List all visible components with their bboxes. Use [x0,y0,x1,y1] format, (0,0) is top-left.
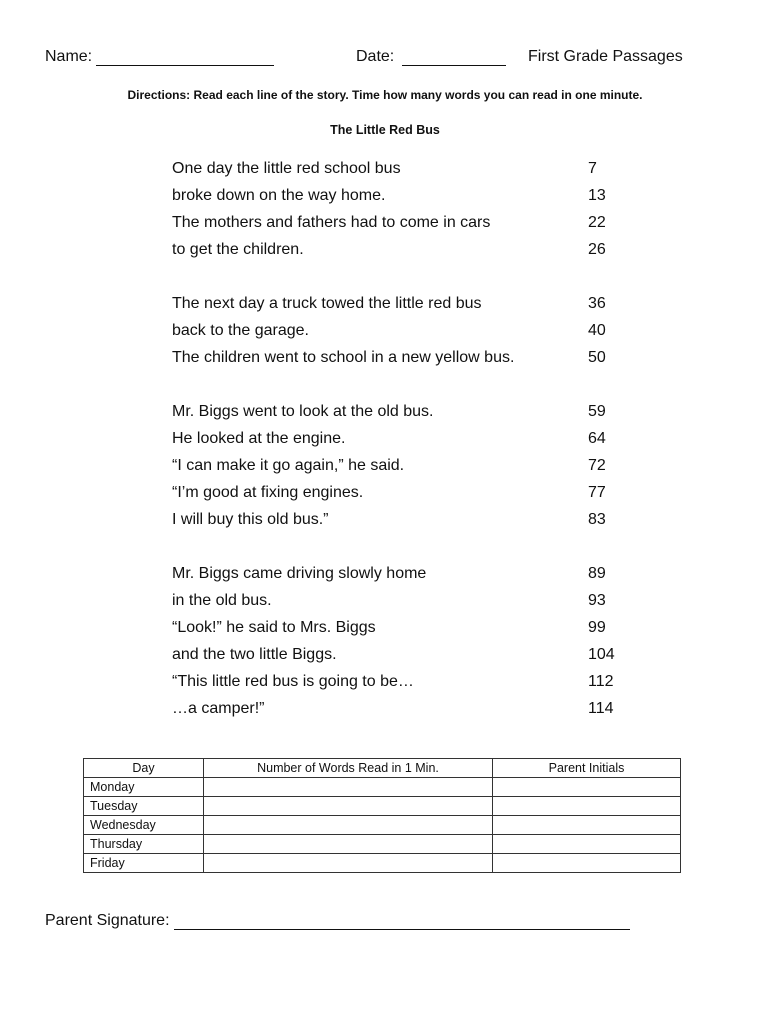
cumulative-word-count: 22 [588,214,606,231]
signature-label: Parent Signature: [45,912,170,929]
passage-line [172,614,632,641]
passage-line [172,479,632,506]
cumulative-word-count: 13 [588,187,606,204]
passage-line [172,398,632,425]
cumulative-word-count: 99 [588,619,606,636]
passage-line-text: “I can make it go again,” he said. [172,457,405,474]
parent-initials-cell[interactable] [493,835,681,854]
cumulative-word-count: 59 [588,403,606,420]
name-blank-line[interactable] [96,50,274,66]
passage-line-text: I will buy this old bus.” [172,511,329,528]
passage-line-text: The mothers and fathers had to come in cars [172,214,491,231]
passage-line-text: …a camper!” [172,700,265,717]
date-label: Date: [356,48,395,65]
signature-blank-line[interactable] [174,913,630,930]
table-row [84,816,681,835]
passage-line-text: back to the garage. [172,322,309,339]
cumulative-word-count: 50 [588,349,606,366]
date-field [356,48,506,66]
parent-initials-cell[interactable] [493,854,681,873]
story-title: The Little Red Bus [330,123,440,137]
passage-line [172,641,632,668]
cumulative-word-count: 7 [588,160,597,177]
day-cell: Thursday [84,835,204,854]
passage-line-text: broke down on the way home. [172,187,386,204]
passage [172,155,632,722]
passage-line [172,506,632,533]
passage-line [172,344,632,371]
directions: Directions: Read each line of the story. Time how many words you can read in one minute. [127,88,643,102]
reading-log-table [83,758,681,873]
cumulative-word-count: 93 [588,592,606,609]
passage-line-text: to get the children. [172,241,304,258]
parent-initials-cell[interactable] [493,816,681,835]
words-read-cell[interactable] [204,816,493,835]
cumulative-word-count: 72 [588,457,606,474]
stanza-gap [172,371,632,398]
cumulative-word-count: 112 [588,673,614,690]
day-cell: Wednesday [84,816,204,835]
stanza-gap [172,263,632,290]
day-cell: Friday [84,854,204,873]
passage-line-text: Mr. Biggs came driving slowly home [172,565,427,582]
passage-line [172,317,632,344]
table-row [84,854,681,873]
passage-line [172,209,632,236]
cumulative-word-count: 64 [588,430,606,447]
passage-line [172,425,632,452]
passage-line-text: The next day a truck towed the little red bus [172,295,482,312]
parent-initials-cell[interactable] [493,797,681,816]
name-label: Name: [45,48,93,65]
passage-line-text: Mr. Biggs went to look at the old bus. [172,403,434,420]
passage-line [172,155,632,182]
passage-line [172,290,632,317]
table-row [84,778,681,797]
cumulative-word-count: 114 [588,700,614,717]
cumulative-word-count: 77 [588,484,606,501]
passage-line [172,668,632,695]
table-header-row [84,759,681,778]
cumulative-word-count: 40 [588,322,606,339]
parent-initials-cell[interactable] [493,778,681,797]
passage-line-text: “This little red bus is going to be… [172,673,414,690]
header-day: Day [84,759,204,778]
passage-line-text: “I’m good at fixing engines. [172,484,364,501]
table-row [84,835,681,854]
cumulative-word-count: 104 [588,646,615,663]
words-read-cell[interactable] [204,797,493,816]
passage-line [172,560,632,587]
name-field [45,48,274,66]
stanza-gap [172,533,632,560]
cumulative-word-count: 26 [588,241,606,258]
cumulative-word-count: 83 [588,511,606,528]
words-read-cell[interactable] [204,778,493,797]
parent-signature-field [45,912,630,930]
passage-line [172,452,632,479]
passage-line [172,695,632,722]
passage-line-text: “Look!” he said to Mrs. Biggs [172,619,376,636]
passage-line-text: One day the little red school bus [172,160,401,177]
header-parent-initials: Parent Initials [493,759,681,778]
cumulative-word-count: 89 [588,565,606,582]
day-cell: Monday [84,778,204,797]
passage-line-text: The children went to school in a new yellow bus. [172,349,515,366]
date-blank-line[interactable] [402,50,506,66]
passage-line [172,587,632,614]
passage-line [172,236,632,263]
words-read-cell[interactable] [204,854,493,873]
day-cell: Tuesday [84,797,204,816]
header-words-read: Number of Words Read in 1 Min. [204,759,493,778]
passage-line-text: and the two little Biggs. [172,646,337,663]
cumulative-word-count: 36 [588,295,606,312]
passage-line-text: in the old bus. [172,592,272,609]
table-row [84,797,681,816]
worksheet-title: First Grade Passages [528,48,683,65]
words-read-cell[interactable] [204,835,493,854]
passage-line [172,182,632,209]
header [45,48,685,70]
passage-line-text: He looked at the engine. [172,430,346,447]
